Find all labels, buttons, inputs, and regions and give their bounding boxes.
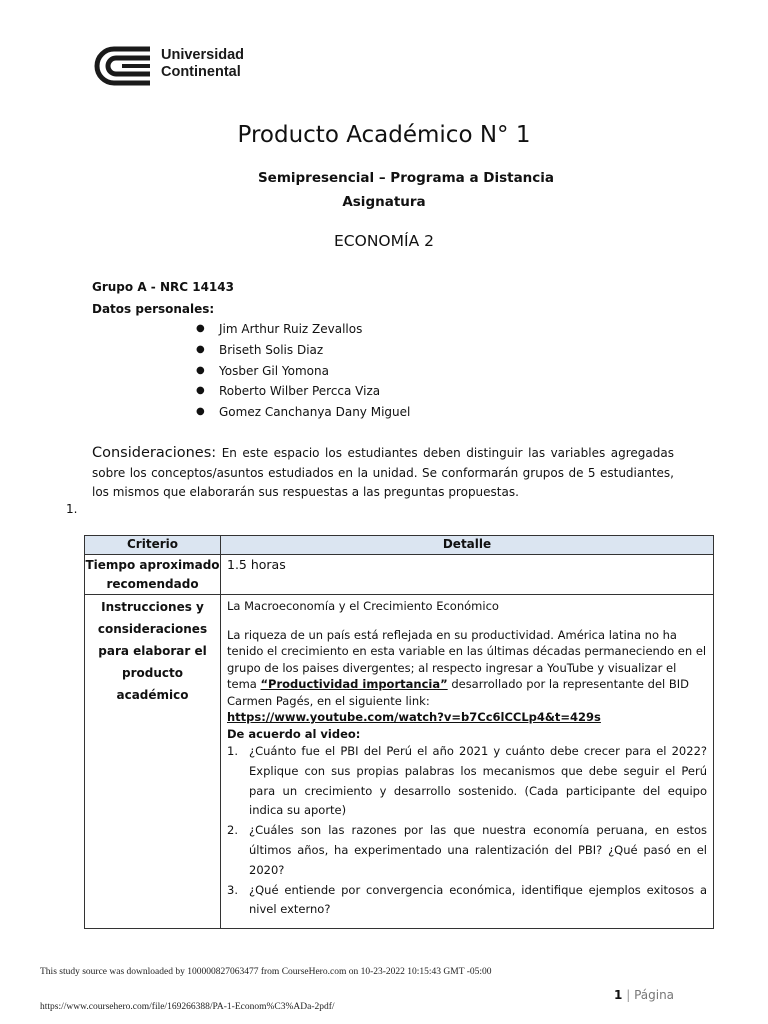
group-label: Grupo A - NRC 14143	[92, 280, 234, 294]
criteria-table	[84, 535, 714, 929]
document-title: Producto Académico N° 1	[237, 122, 531, 148]
table-row	[85, 555, 714, 595]
table-header-row	[85, 536, 714, 555]
program-subtitle: Semipresencial – Programa a Distancia	[257, 170, 555, 186]
list-item: 2. ¿Cuáles son las razones por las que nuestra economía peruana, en estos últimos años, ha experimentado una ralentización del PBI? ¿Qué pasó en el 2020?	[227, 823, 707, 877]
questions-lead: De acuerdo al video:	[227, 726, 361, 741]
header-criterio: Criterio	[85, 536, 221, 555]
logo-wordmark: Universidad Continental	[161, 47, 244, 80]
source-url[interactable]: https://www.coursehero.com/file/169266388/PA-1-Econom%C3%ADa-2pdf/	[40, 1002, 335, 1012]
list-item: ● Briseth Solis Diaz	[196, 342, 410, 363]
detail-time: 1.5 horas	[221, 555, 714, 595]
list-item: ● Yosber Gil Yomona	[196, 363, 410, 384]
member-list	[196, 321, 410, 425]
university-logo	[92, 44, 252, 88]
continental-logo-icon	[92, 44, 152, 88]
video-title: “Productividad importancia”	[260, 677, 448, 691]
table-row	[85, 595, 714, 929]
list-number: 1.	[66, 502, 78, 516]
course-name: ECONOMÍA 2	[334, 232, 434, 250]
list-item: ● Jim Arthur Ruiz Zevallos	[196, 321, 410, 342]
list-item: 3. ¿Qué entiende por convergencia económica, identifique ejemplos exitosos a nivel externo?	[227, 882, 707, 917]
list-item: ● Roberto Wilber Percca Viza	[196, 383, 410, 404]
detail-instructions	[221, 595, 714, 929]
list-item: 1. ¿Cuánto fue el PBI del Perú el año 2021 y cuánto debe crecer para el 2022? Explique con sus propias palabras los mecanismos que debe seguir el Perú para un crecimiento y desarrollo sostenido. (Cada participante del equipo indica su aporte)	[227, 744, 707, 818]
considerations-paragraph	[92, 444, 674, 503]
download-note: This study source was downloaded by 100000827063477 from CourseHero.com on 10-23-2022 10:15:43 GMT -05:00	[40, 967, 492, 977]
page-number: 1 | Página	[614, 988, 675, 1002]
subject-label: Asignatura	[342, 194, 426, 210]
list-item: ● Gomez Canchanya Dany Miguel	[196, 404, 410, 425]
considerations-text: En este espacio los estudiantes deben distinguir las variables agregadas sobre los conceptos/asuntos estudiados en la unidad. Se conformarán grupos de 5 estudiantes, los mismos que elaborarán sus respuestas a las preguntas propuestas.	[92, 446, 674, 499]
header-detalle: Detalle	[221, 536, 714, 555]
criterion-time: Tiempo aproximado recomendado	[85, 555, 221, 595]
considerations-label: Consideraciones:	[92, 445, 217, 461]
topic-heading: La Macroeconomía y el Crecimiento Económico	[227, 599, 499, 613]
video-link[interactable]: https://www.youtube.com/watch?v=b7Cc6lCCLp4&t=429s	[227, 710, 601, 724]
intro-paragraph: La riqueza de un país está reflejada en su productividad. América latina no ha tenido el crecimiento en esta variable en las últimas décadas permaneciendo en el grupo de los paises divergentes; al respecto ingresar a YouTube y visualizar el tema “Productividad importancia” desarrollado por la representante del BID Carmen Pagés, en el siguiente link:	[227, 627, 707, 708]
personal-data-label: Datos personales:	[92, 302, 215, 316]
criterion-instructions: Instrucciones y consideraciones para elaborar el producto académico	[85, 595, 221, 929]
